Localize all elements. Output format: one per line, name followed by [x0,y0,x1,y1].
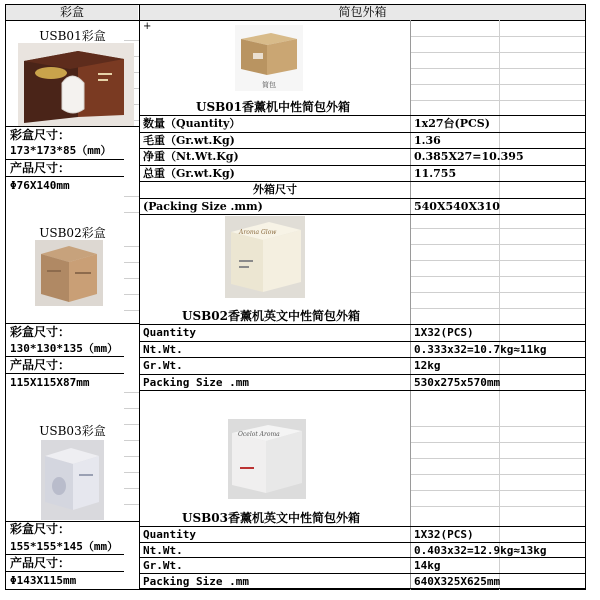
right-grid-line [411,36,585,37]
usb01-row-line [140,214,585,215]
usb02-size-underline [6,356,124,357]
header-outer-carton: 简包外箱 [140,5,585,20]
usb03-row-label: Packing Size .mm [143,574,249,588]
usb02-row-line [140,390,585,391]
right-grid-line [411,228,585,229]
usb01-table-top-line [140,115,585,116]
right-value-divider [410,20,411,590]
left-grid-line [124,246,139,247]
usb01-row-value: 540X540X310 [414,199,500,213]
right-grid-line [411,474,585,475]
usb03-box-size-label: 彩盒尺寸： [10,522,71,536]
usb02-box-size-value: 130*130*135（mm） [10,342,119,355]
right-grid-line [411,100,585,101]
border-left [5,4,6,590]
usb03-size-underline [6,554,124,555]
left-grid-line [124,408,139,409]
usb01-row-value: 11.755 [414,166,457,180]
usb02-carton-photo-label: Aroma Glow [239,229,277,236]
usb01-row-label: 毛重（Gr.wt.Kg) [143,133,235,147]
header-color-box: 彩盒 [6,5,138,20]
right-grid-line [411,426,585,427]
usb03-product-size-value: Φ143X115mm [10,574,77,587]
usb02-carton-caption: USB02香薰机英文中性简包外箱 [182,309,360,323]
usb03-row-value: 640X325X625mm [414,574,501,588]
usb01-color-box-title: USB01彩盒 [39,29,106,43]
usb03-box-size-value: 155*155*145（mm） [10,540,119,553]
usb01-carton-caption: USB01香薰机中性简包外箱 [196,100,350,114]
usb03-row-line [140,588,585,589]
right-grid-line [411,442,585,443]
usb01-size-underline [6,159,124,160]
usb02-left-sep [6,323,139,324]
right-grid-line [411,276,585,277]
usb01-row-line [140,132,585,133]
usb02-row-line [140,341,585,342]
usb03-carton-caption: USB03香薰机英文中性简包外箱 [182,511,360,525]
left-grid-line [124,504,139,505]
usb02-box-size-label: 彩盒尺寸： [10,325,71,339]
right-grid-line [411,52,585,53]
right-grid-line [411,292,585,293]
usb02-row-line [140,357,585,358]
usb01-left-sep [6,126,139,127]
usb02-row-value: 0.333x32=10.7kg≈11kg [414,342,547,356]
left-grid-line [124,392,139,393]
usb03-row-label: Nt.Wt. [143,543,183,557]
usb03-color-box-photo [41,440,104,520]
left-grid-line [124,440,139,441]
usb03-product-size-label: 产品尺寸： [10,556,71,570]
usb01-carton-photo-label: 简包 [262,81,276,89]
usb02-row-value: 12kg [414,359,441,372]
usb02-color-box-photo [35,240,103,306]
right-grid-line [411,308,585,309]
usb03-row-value: 0.403x32=12.9kg≈13kg [414,543,547,557]
usb01-box-size-label: 彩盒尺寸： [10,128,71,142]
usb01-row-value: 0.385X27=10.395 [414,150,524,163]
usb01-color-box-photo [18,43,134,126]
usb01-box-size-value: 173*173*85（mm） [10,144,112,157]
usb03-row-line [140,542,585,543]
usb03-carton-photo-label: Ocelot Aroma [238,431,280,438]
usb01-row-label: (Packing Size .mm) [143,199,263,213]
usb02-row-value: 1X32(PCS) [414,326,474,339]
left-grid-line [124,196,139,197]
usb01-row-line [140,165,585,166]
usb03-row-line [140,573,585,574]
left-grid-line [124,456,139,457]
corner-mark: + [143,21,152,32]
left-grid-line [124,472,139,473]
usb03-row-value: 1X32(PCS) [414,528,474,541]
usb03-table-top-line [140,526,585,527]
right-grid-line [411,84,585,85]
usb01-row-label: 数量（Quantity） [143,117,241,130]
border-right [585,4,586,590]
usb01-row-label: 净重（Nt.Wt.Kg) [143,150,239,163]
left-grid-line [124,488,139,489]
usb02-row-label: Quantity [143,326,196,339]
right-extra-divider [499,20,500,590]
usb02-row-label: Packing Size .mm [143,375,249,389]
usb01-row-value: 1x27台(PCS) [414,117,490,130]
usb01-row-label: 总重（Gr.wt.Kg) [143,166,235,180]
usb02-row-label: Nt.Wt. [143,342,183,356]
usb02-product-size-label: 产品尺寸： [10,358,71,372]
right-grid-line [411,244,585,245]
usb02-table-top-line [140,324,585,325]
right-grid-line [411,260,585,261]
left-grid-line [124,294,139,295]
usb02-product-underline [6,373,124,374]
usb01-product-size-value: Φ76X140mm [10,179,70,192]
usb03-row-label: Gr.Wt. [143,559,183,572]
usb01-row-value: 1.36 [414,133,441,147]
usb03-row-label: Quantity [143,528,196,541]
usb01-row-line [140,181,585,182]
usb01-row-line [140,198,585,199]
usb02-row-label: Gr.Wt. [143,359,183,372]
border-top [5,4,586,5]
usb02-color-box-title: USB02彩盒 [39,226,106,240]
left-grid-line [124,278,139,279]
right-grid-line [411,506,585,507]
usb01-product-size-label: 产品尺寸： [10,161,71,175]
left-grid-line [124,310,139,311]
usb03-product-underline [6,571,124,572]
left-grid-line [124,212,139,213]
usb01-product-underline [6,176,124,177]
border-divider [139,4,140,590]
usb01-row-label: 外箱尺寸 [253,183,297,196]
left-grid-line [124,262,139,263]
right-grid-line [411,458,585,459]
usb01-row-line [140,148,585,149]
usb03-row-value: 14kg [414,559,441,572]
usb02-product-size-value: 115X115X87mm [10,376,90,389]
right-grid-line [411,68,585,69]
usb03-row-line [140,557,585,558]
right-grid-line [411,490,585,491]
usb02-row-line [140,374,585,375]
usb02-row-value: 530x275x570mm [414,375,501,389]
usb03-color-box-title: USB03彩盒 [39,424,106,438]
